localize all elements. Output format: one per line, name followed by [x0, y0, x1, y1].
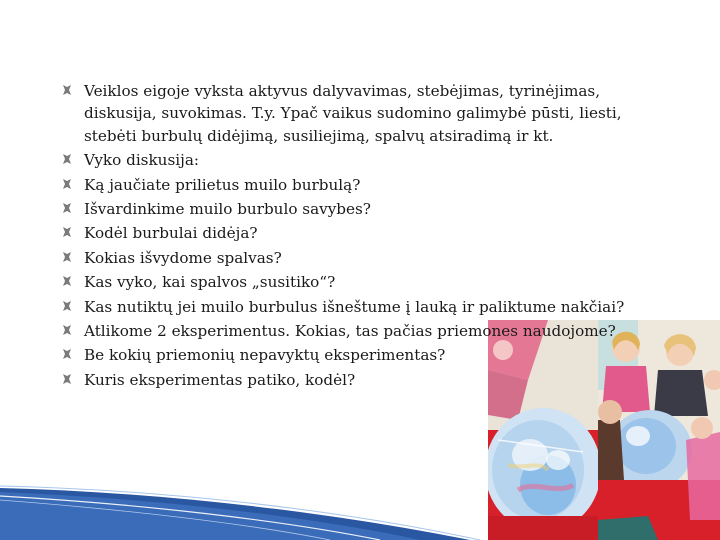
bullet-text: Vyko diskusija:: [84, 151, 199, 170]
ornament-bullet-icon: [62, 251, 72, 263]
bullet-text: Kodėl burbulai didėja?: [84, 224, 258, 243]
bullet-text: Kokias išvydome spalvas?: [84, 248, 282, 267]
ornament-bullet-icon: [62, 300, 72, 312]
bullet-text: Veiklos eigoje vyksta aktyvus dalyvavimas, stebėjimas, tyrinėjimas, diskusija, suvokimas. T.y. Ypač vaikus sudomino galimybė pūsti, liesti, stebėti burbulų didėjimą, susiliejimą, spalvų atsiradimą ir kt.: [84, 82, 622, 145]
ornament-bullet-icon: [62, 373, 72, 385]
bullet-list: [62, 80, 662, 393]
bullet-text: Be kokių priemonių nepavyktų eksperimentas?: [84, 346, 446, 365]
ornament-bullet-icon: [62, 348, 72, 360]
bullet-item: [62, 344, 662, 366]
ornament-bullet-icon: [62, 324, 72, 336]
ornament-bullet-icon: [62, 178, 72, 190]
bullet-item: [62, 296, 662, 318]
bullet-item: [62, 369, 662, 391]
bullet-item: [62, 320, 662, 342]
bullet-item: [62, 271, 662, 293]
bullet-item: [62, 174, 662, 196]
bullet-item: [62, 247, 662, 269]
bullet-text: Kas vyko, kai spalvos „susitiko“?: [84, 273, 336, 292]
bullet-item: [62, 149, 662, 171]
bullet-text: Atlikome 2 eksperimentus. Kokias, tas pačias priemones naudojome?: [84, 322, 616, 341]
ornament-bullet-icon: [62, 153, 72, 165]
bullet-item: [62, 222, 662, 244]
bullet-text: Kas nutiktų jei muilo burbulus išneštume į lauką ir paliktume nakčiai?: [84, 297, 625, 316]
bullet-text: Kuris eksperimentas patiko, kodėl?: [84, 370, 356, 389]
ornament-bullet-icon: [62, 226, 72, 238]
ornament-bullet-icon: [62, 202, 72, 214]
bullet-item: [62, 198, 662, 220]
ornament-bullet-icon: [62, 84, 72, 96]
bullet-item: [62, 80, 662, 147]
bullet-text: Ką jaučiate prilietus muilo burbulą?: [84, 175, 361, 194]
ornament-bullet-icon: [62, 275, 72, 287]
bullet-text: Išvardinkime muilo burbulo savybes?: [84, 200, 371, 219]
